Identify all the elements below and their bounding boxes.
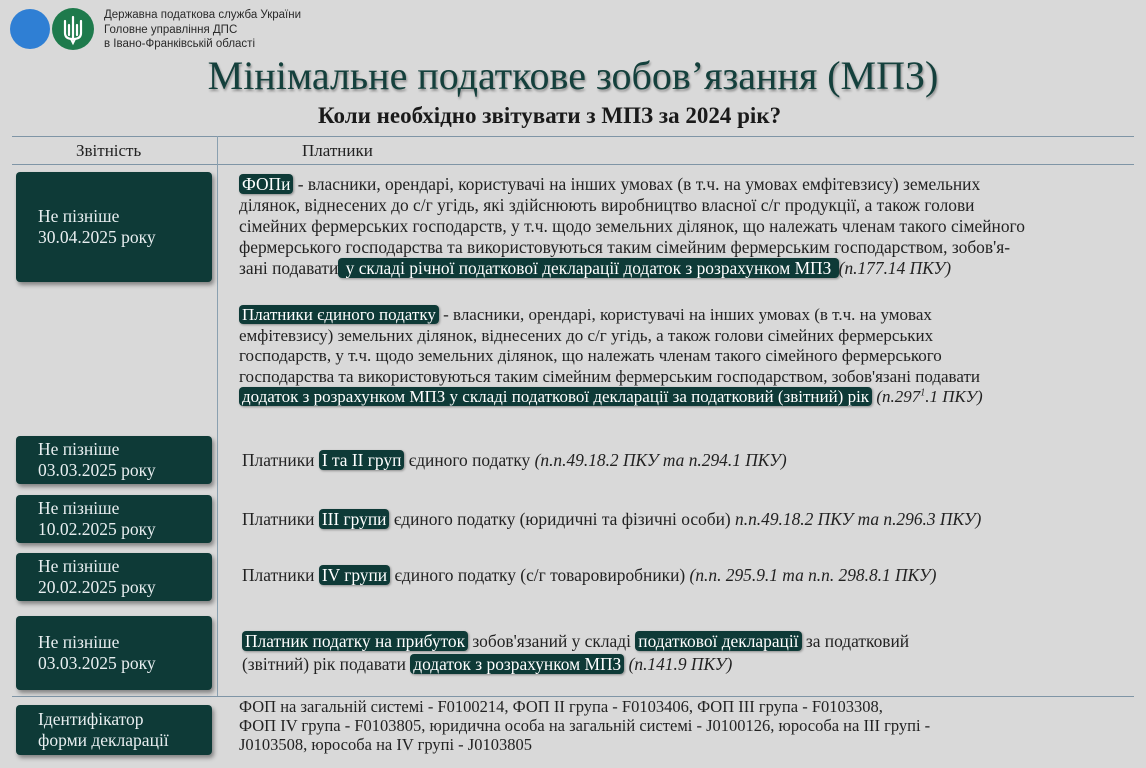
deadline-box	[16, 436, 212, 484]
deadline-date: 30.04.2025 року	[38, 227, 156, 247]
text: ФОП IV група - F0103805, юридична особа на загальній системі - J0100126, юрособа на III групі -	[239, 716, 931, 735]
text: єдиного податку	[404, 450, 535, 470]
highlight-group-4: IV групи	[319, 565, 390, 585]
law-reference: (п.141.9 ПКУ)	[624, 654, 733, 674]
identifier-label: форми декларації	[38, 730, 169, 750]
fop-paragraph	[239, 174, 1025, 279]
text: сімейних фермерських господарств, у т.ч. щодо земельних ділянок, що належать членам такого сімейного	[239, 216, 1025, 236]
text: J0103508, юрособа на IV групі - J0103805	[239, 735, 532, 754]
deadline-date: 03.03.2025 року	[38, 460, 156, 480]
highlight-profit-tax-payer: Платник податку на прибуток	[242, 631, 468, 651]
org-line: Головне управління ДПС	[104, 23, 238, 36]
text: - власники, орендарі, користувачі на інших умовах (в т.ч. на умовах емфітевзису) земельних	[293, 174, 981, 194]
text: ділянок, віднесених до с/г угідь, які здійснюють виробництво власної с/г продукції, а також голови	[239, 195, 975, 215]
org-line: в Івано-Франківській області	[104, 38, 255, 50]
deadline-label: Не пізніше	[38, 206, 120, 226]
group-3-paragraph	[242, 509, 981, 530]
page-title: Мінімальне податкове зобов’язання (МПЗ)	[207, 53, 939, 98]
table-top-line	[12, 136, 1134, 137]
highlight-mpz-appendix: додаток з розрахунком МПЗ	[410, 654, 624, 674]
dps-logo-circle	[10, 9, 50, 49]
deadline-box	[16, 553, 212, 601]
highlight-group-3: III групи	[319, 509, 390, 529]
highlight-fop: ФОПи	[239, 174, 293, 194]
deadline-label: Не пізніше	[38, 632, 120, 652]
text: фермерського господарства та використовуються таким сімейним фермерським господарством, зобов'я-	[239, 237, 1010, 257]
profit-tax-paragraph	[242, 630, 909, 676]
law-reference: п.п.49.18.2 ПКУ та п.296.3 ПКУ)	[735, 509, 982, 529]
highlight-mpz-appendix: додаток з розрахунком МПЗ у складі податкової декларації за податковий (звітний) рік	[239, 387, 872, 406]
group-1-2-paragraph	[242, 450, 787, 471]
column-header-payers: Платники	[302, 141, 373, 160]
law-reference: (п.п.49.18.2 ПКУ та п.294.1 ПКУ)	[534, 450, 787, 470]
law-reference: (п.п. 295.9.1 та п.п. 298.8.1 ПКУ)	[689, 565, 937, 585]
column-header-reporting: Звітність	[76, 141, 142, 160]
group-4-paragraph	[242, 565, 936, 586]
law-reference: (п.177.14 ПКУ)	[838, 258, 952, 278]
text: (звітний) рік подавати	[242, 654, 411, 674]
deadline-label: Не пізніше	[38, 556, 120, 576]
deadline-box	[16, 616, 212, 690]
identifier-label: Ідентифікатор	[38, 709, 144, 729]
text: за податковий	[801, 631, 910, 651]
deadline-date: 03.03.2025 року	[38, 653, 156, 673]
org-line: Державна податкова служба України	[104, 9, 301, 21]
highlight-single-tax-payers: Платники єдиного податку	[239, 305, 439, 324]
text: - власники, орендарі, користувачі на інших умовах (в т.ч. на умовах	[438, 305, 932, 324]
text: господарств, у т.ч. щодо земельних ділянок, що належать членам такого сімейного фермерського	[239, 346, 942, 365]
deadline-date: 10.02.2025 року	[38, 519, 156, 539]
deadline-label: Не пізніше	[38, 498, 120, 518]
deadline-date: 20.02.2025 року	[38, 577, 156, 597]
text: зобов'язаний у складі	[468, 631, 636, 651]
deadline-label: Не пізніше	[38, 439, 120, 459]
law-reference: (п.297$^1$.1 ПКУ)	[876, 387, 983, 406]
text: Платники	[242, 565, 319, 585]
deadline-box	[16, 172, 212, 282]
text: Платники	[242, 450, 319, 470]
highlight-groups-1-2: I та II груп	[319, 450, 405, 470]
highlight-annual-declaration: у складі річної податкової декларації додаток з розрахунком МПЗ	[338, 258, 838, 278]
text: ФОП на загальній системі - F0100214, ФОП II група - F0103406, ФОП III група - F0103308,	[239, 697, 883, 716]
text: господарства та використовуються таким сімейним фермерським господарством, зобов'язані подавати	[239, 366, 980, 386]
column-divider	[217, 136, 218, 696]
highlight-tax-declaration: податкової декларації	[635, 631, 801, 651]
single-tax-paragraph	[239, 305, 983, 408]
trident-icon	[52, 8, 94, 50]
table-header-line	[12, 164, 1134, 165]
text: єдиного податку (юридичні та фізичні особи)	[389, 509, 736, 529]
identifier-codes	[239, 697, 930, 754]
organization-name	[104, 8, 301, 52]
text: єдиного податку (с/г товаровиробники)	[390, 565, 690, 585]
ukraine-emblem	[52, 8, 94, 50]
deadline-box	[16, 495, 212, 543]
text: Платники	[242, 509, 319, 529]
text: емфітевзису) земельних ділянок, віднесених до с/г угідь, а також голови сімейних фермерських	[239, 325, 934, 345]
identifier-label-box	[16, 705, 212, 755]
text: зані подавати	[239, 258, 339, 278]
page-subtitle: Коли необхідно звітувати з МПЗ за 2024 рік?	[318, 103, 782, 128]
